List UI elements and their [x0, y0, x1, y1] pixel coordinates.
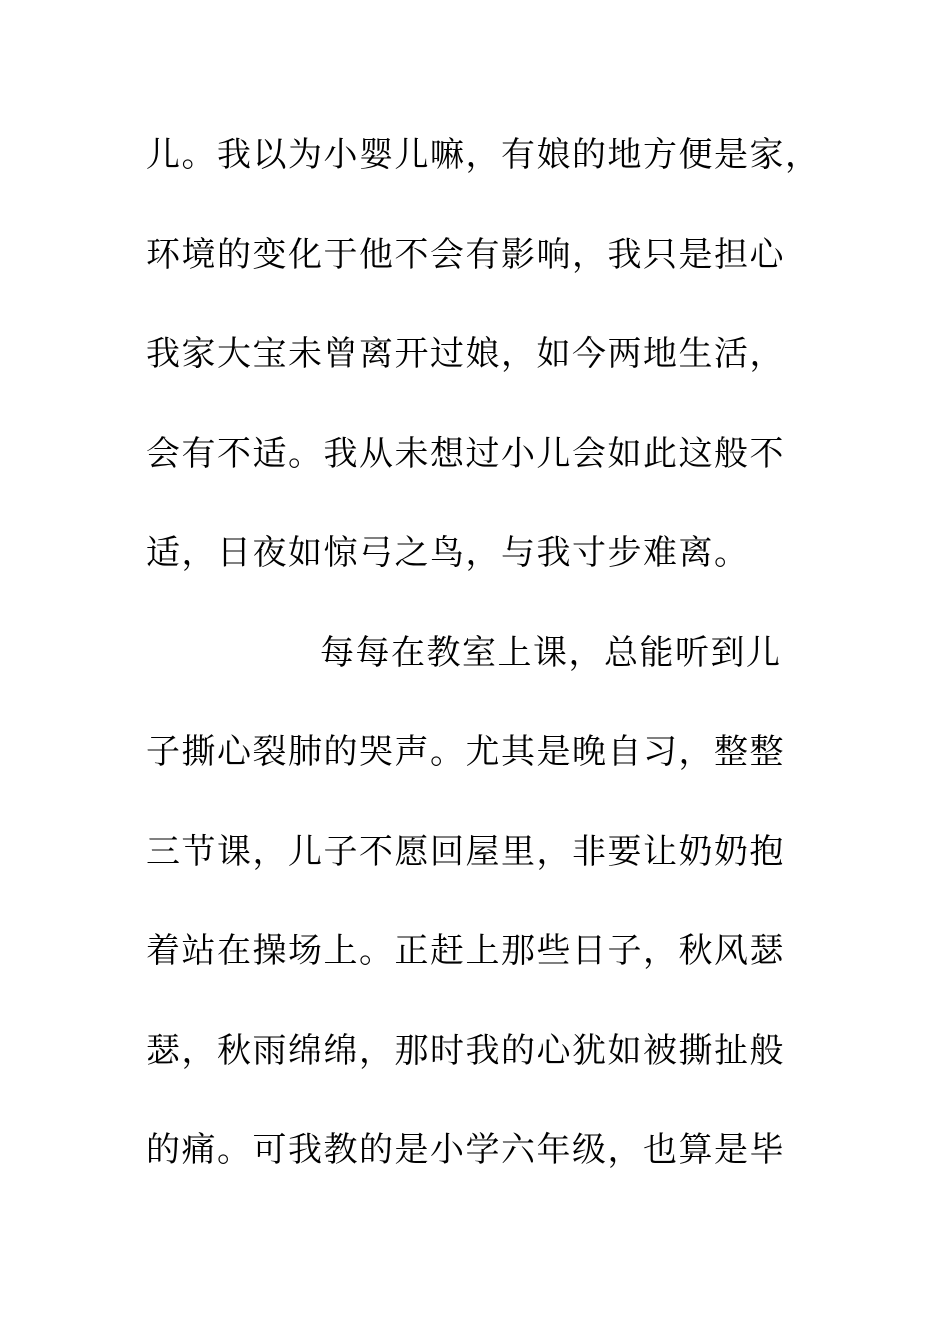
text-line: 瑟，秋雨绵绵，那时我的心犹如被撕扯般 [146, 1030, 785, 1071]
text-line: 三节课，儿子不愿回屋里，非要让奶奶抱 [146, 831, 785, 872]
body-text [146, 125, 826, 1220]
text-line: 环境的变化于他不会有影响，我只是担心 [146, 234, 785, 275]
text-line: 会有不适。我从未想过小儿会如此这般不 [146, 433, 785, 474]
text-line: 适，日夜如惊弓之鸟，与我寸步难离。 [146, 533, 750, 573]
text-line: 着站在操场上。正赶上那些日子，秋风瑟 [146, 931, 785, 971]
paragraph-start-line: 每每在教室上课，总能听到儿 [320, 632, 782, 673]
text-line: 的痛。可我教的是小学六年级，也算是毕 [146, 1130, 785, 1170]
text-line: 子撕心裂肺的哭声。尤其是晚自习，整整 [146, 732, 785, 772]
text-line: 我家大宝未曾离开过娘，如今两地生活， [146, 334, 785, 374]
text-line: 儿。我以为小婴儿嘛，有娘的地方便是家， [146, 135, 821, 175]
